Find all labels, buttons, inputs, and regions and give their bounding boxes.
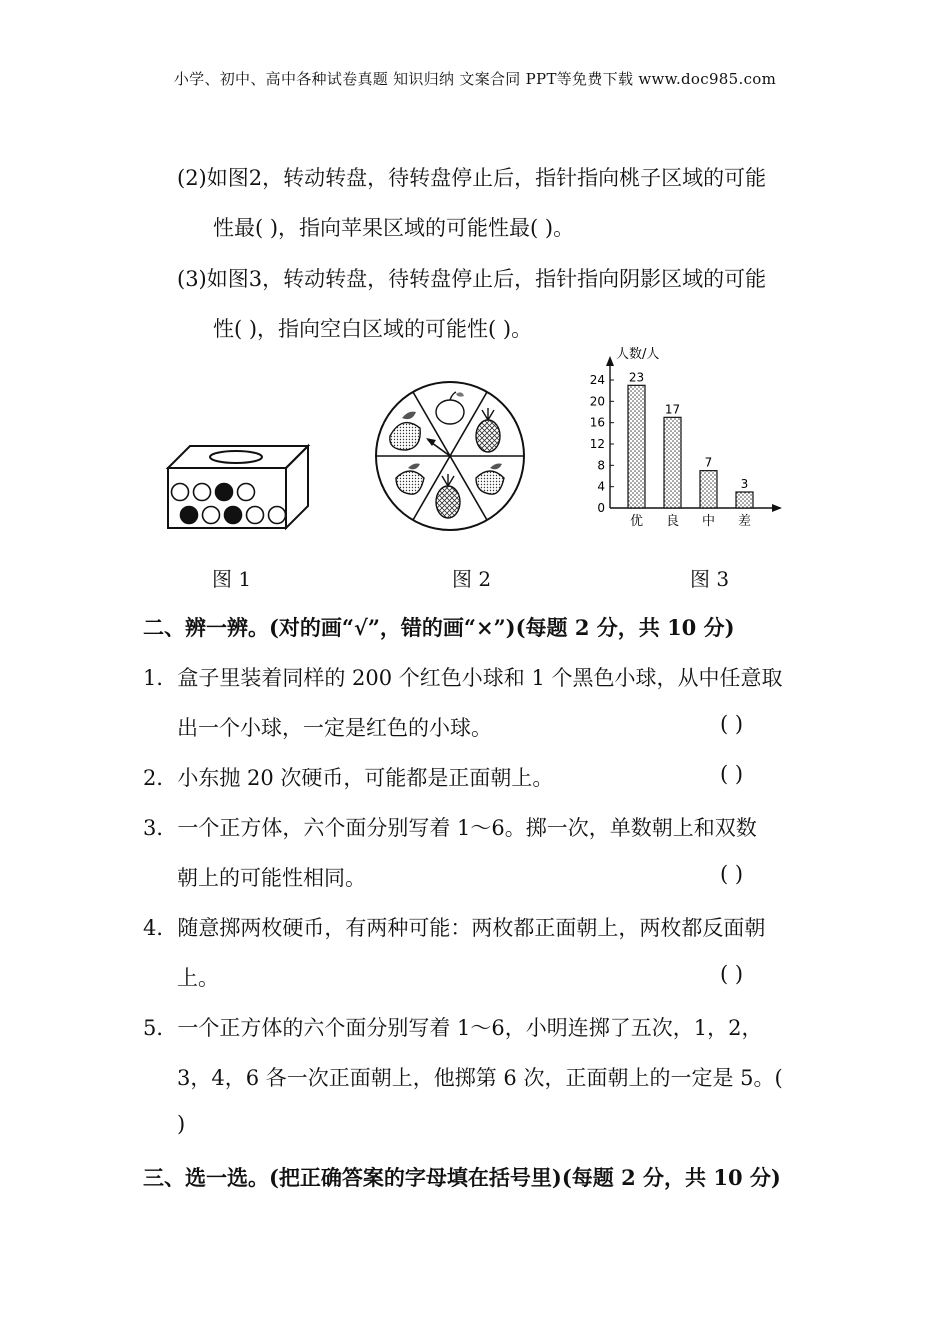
category-label: 差 bbox=[737, 514, 752, 529]
y-tick-label: 8 bbox=[597, 458, 605, 473]
figure-1-caption: 图 1 bbox=[212, 567, 252, 591]
item-1-line-2: 出一个小球，一定是红色的小球。 bbox=[177, 716, 492, 740]
section-3-heading: 三、选一选。(把正确答案的字母填在括号里)(每题 2 分，共 10 分) bbox=[143, 1165, 781, 1190]
bar-中 bbox=[700, 471, 717, 508]
item-1-line-1: 1．盒子里装着同样的 200 个红色小球和 1 个黑色小球，从中任意取 bbox=[143, 666, 783, 690]
section-2-heading: 二、辨一辨。(对的画“√”，错的画“×”)(每题 2 分，共 10 分) bbox=[143, 615, 735, 640]
figure-3-caption: 图 3 bbox=[690, 567, 730, 591]
white-ball bbox=[172, 484, 189, 501]
figure-2-caption: 图 2 bbox=[452, 567, 492, 591]
y-tick-label: 12 bbox=[589, 437, 605, 451]
item-2-line-1: 2．小东抛 20 次硬币，可能都是正面朝上。 bbox=[143, 766, 554, 790]
question-2-line-1: (2)如图2，转动转盘，待转盘停止后，指针指向桃子区域的可能 bbox=[177, 166, 767, 190]
bar-value-label: 7 bbox=[704, 455, 713, 470]
white-ball bbox=[269, 507, 286, 524]
bar-良 bbox=[664, 417, 681, 508]
answer-blank-4[interactable]: ( ) bbox=[720, 962, 744, 986]
y-axis-arrow bbox=[606, 356, 614, 366]
y-tick-label: 0 bbox=[597, 501, 605, 515]
bar-value-label: 17 bbox=[664, 402, 681, 417]
item-5-line-2: 3，4，6 各一次正面朝上，他掷第 6 次，正面朝上的一定是 5。( bbox=[177, 1066, 783, 1090]
item-3-line-1: 3．一个正方体，六个面分别写着 1～6。掷一次，单数朝上和双数 bbox=[143, 816, 757, 840]
item-4-line-2: 上。 bbox=[177, 966, 219, 990]
x-axis-arrow bbox=[772, 504, 782, 512]
item-5-line-1: 5．一个正方体的六个面分别写着 1～6，小明连掷了五次，1，2， bbox=[143, 1016, 763, 1040]
white-ball bbox=[247, 507, 264, 524]
category-label: 中 bbox=[701, 514, 716, 529]
figure-1-ball-box bbox=[160, 440, 320, 540]
item-5-line-3[interactable]: ) bbox=[177, 1112, 186, 1136]
white-ball bbox=[203, 507, 220, 524]
item-4-line-1: 4．随意掷两枚硬币，有两种可能：两枚都正面朝上，两枚都反面朝 bbox=[143, 916, 766, 940]
item-3-line-2: 朝上的可能性相同。 bbox=[177, 866, 366, 890]
question-3-line-1: (3)如图3，转动转盘，待转盘停止后，指针指向阴影区域的可能 bbox=[177, 267, 767, 291]
category-label: 良 bbox=[665, 514, 680, 529]
bar-value-label: 23 bbox=[628, 370, 645, 385]
white-ball bbox=[238, 484, 255, 501]
y-tick-label: 4 bbox=[597, 479, 605, 494]
y-axis-label: 人数/人 bbox=[616, 347, 660, 362]
white-ball bbox=[194, 484, 211, 501]
bar-value-label: 3 bbox=[740, 477, 749, 491]
y-tick-label: 24 bbox=[589, 373, 605, 387]
page-header: 小学、初中、高中各种试卷真题 知识归纳 文案合同 PPT等免费下载 www.doc985.com bbox=[173, 70, 777, 88]
answer-blank-3[interactable]: ( ) bbox=[720, 862, 744, 886]
y-tick-label: 16 bbox=[589, 415, 605, 430]
bar-差 bbox=[736, 492, 753, 508]
question-2-line-2: 性最( )，指向苹果区域的可能性最( )。 bbox=[213, 216, 575, 240]
black-ball bbox=[216, 484, 233, 501]
category-label: 优 bbox=[629, 514, 644, 529]
answer-blank-1[interactable]: ( ) bbox=[720, 712, 744, 736]
y-tick-label: 20 bbox=[589, 394, 605, 409]
answer-blank-2[interactable]: ( ) bbox=[720, 762, 744, 786]
figure-2-spinner bbox=[372, 378, 528, 534]
figure-3-bar-chart bbox=[586, 347, 796, 535]
bar-优 bbox=[628, 385, 645, 508]
question-3-line-2: 性( )，指向空白区域的可能性( )。 bbox=[213, 317, 533, 341]
black-ball bbox=[181, 507, 198, 524]
black-ball bbox=[225, 507, 242, 524]
